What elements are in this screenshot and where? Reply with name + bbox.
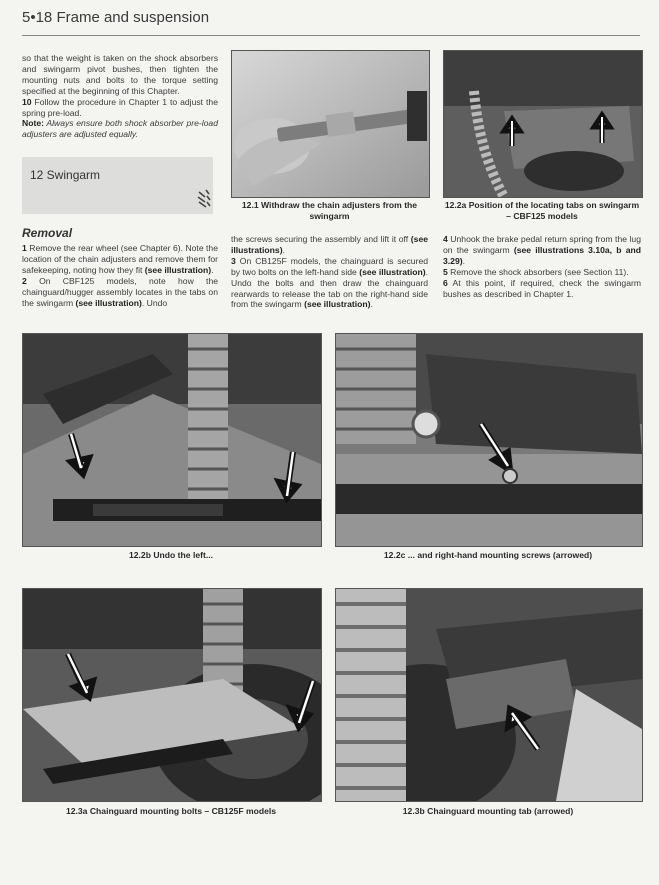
paragraph: 3 On CB125F models, the chainguard is secured by two bolts on the left-hand side (see illustration). Undo the bolts and then draw the chainguard rearwards to release the tab on the right-hand side from the swingarm (see illustration). [231, 255, 429, 310]
photo-12-3a [22, 588, 322, 802]
caption-12-2a: 12.2a Position of the locating tabs on swingarm – CBF125 models [444, 200, 640, 221]
paragraph: 1 Remove the rear wheel (see Chapter 6). Note the location of the chain adjusters and remove them for safekeeping, noting how they fit (see illustration). [22, 243, 218, 275]
photo-12-1 [231, 50, 430, 198]
col1-removal-text [22, 243, 218, 308]
photo-12-2b [22, 333, 322, 547]
photo-12-2a [443, 50, 643, 198]
paragraph: 5 Remove the shock absorbers (see Section 11). [443, 266, 629, 277]
caption-12-3a: 12.3a Chainguard mounting bolts – CB125F models [65, 806, 277, 816]
caption-12-2c: 12.2c ... and right-hand mounting screws (arrowed) [383, 550, 593, 560]
paragraph: 2 On CBF125 models, note how the chainguard/hugger assembly locates in the tabs on the swingarm (see illustration). Undo [22, 275, 218, 308]
note: Note: Always ensure both shock absorber pre-load adjusters are adjusted equally. [22, 118, 218, 140]
col3-text [443, 234, 641, 299]
section-title: 12 Swingarm [30, 168, 101, 182]
paragraph: 4 Unhook the brake pedal return spring from the lug on the swingarm (see illustrations 3.10a, b and 3.29). [443, 234, 641, 266]
tool-difficulty-icon [196, 188, 212, 210]
paragraph: so that the weight is taken on the shock absorbers and swingarm pivot bushes, then tighten the mounting nuts and bolts to the torque setting specified at the beginning of this Chapter. [22, 53, 218, 96]
col2-text [231, 234, 428, 310]
header-rule [22, 35, 640, 36]
caption-12-2b: 12.2b Undo the left... [128, 550, 214, 560]
paragraph: 10 Follow the procedure in Chapter 1 to adjust the spring pre-load. [22, 96, 218, 118]
col1-top-text [22, 53, 218, 140]
paragraph: 6 At this point, if required, check the swingarm bushes as described in Chapter 1. [443, 277, 641, 299]
photo-12-2c [335, 333, 643, 547]
page-number: 5•18 [22, 9, 53, 26]
removal-heading: Removal [22, 226, 73, 240]
caption-12-1: 12.1 Withdraw the chain adjusters from the swingarm [241, 200, 418, 221]
photo-12-3b [335, 588, 643, 802]
paragraph: the screws securing the assembly and lift it off (see illustrations). [231, 234, 428, 255]
page-header [22, 9, 209, 26]
section-box [22, 157, 213, 214]
chapter-title: Frame and suspension [56, 9, 210, 26]
caption-12-3b: 12.3b Chainguard mounting tab (arrowed) [402, 806, 574, 816]
